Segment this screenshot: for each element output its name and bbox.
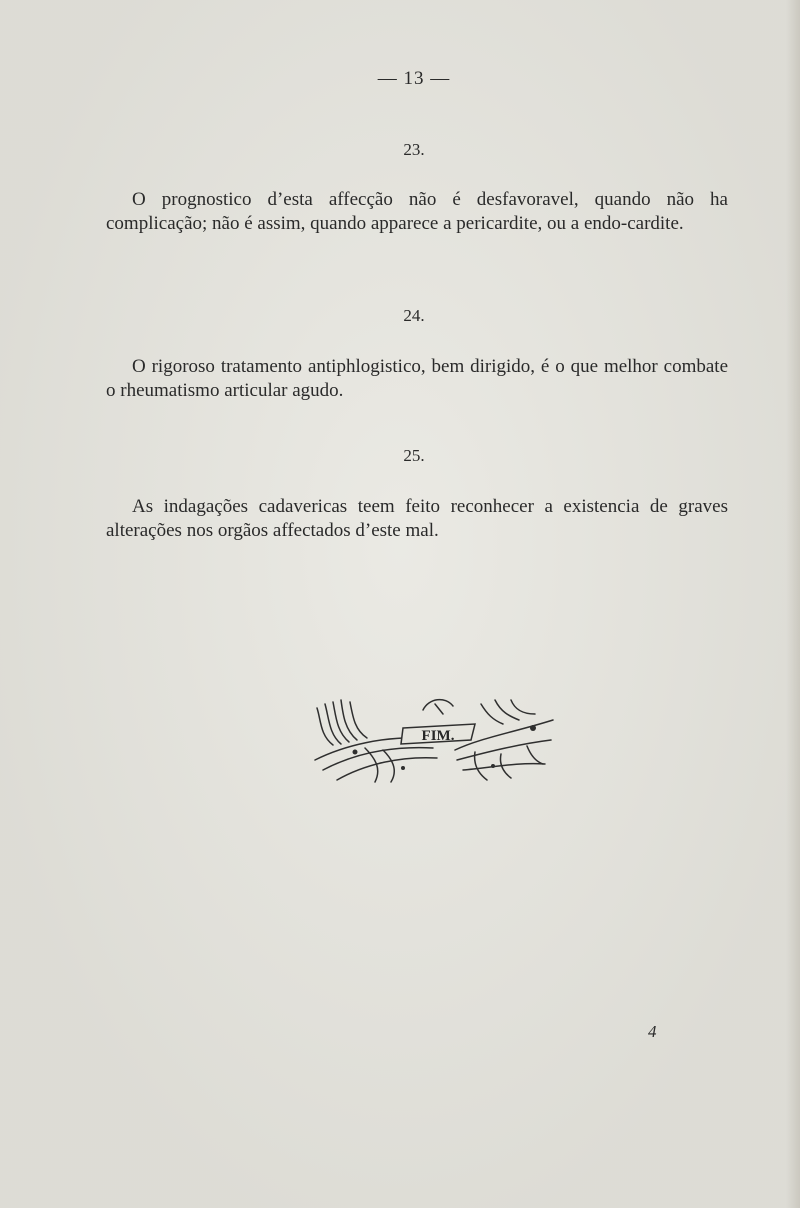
section-text-25: As indagações cadavericas teem feito reconhecer a existencia de graves alterações nos orgãos affectados d’este mal. bbox=[106, 496, 728, 541]
page-number: — 13 — bbox=[377, 68, 451, 89]
section-paragraph-24 bbox=[106, 355, 728, 403]
section-text-23: O prognostico d’esta affecção não é desfavoravel, quando não ha complicação; não é assim, quando apparece a pericardite, ou a endo-cardite. bbox=[106, 189, 728, 234]
section-number-23: 23. bbox=[403, 140, 425, 159]
fim-ornament bbox=[305, 690, 560, 785]
section-number-24: 24. bbox=[403, 306, 425, 325]
section-number-25: 25. bbox=[403, 446, 425, 465]
section-paragraph-23 bbox=[106, 188, 728, 236]
section-paragraph-25 bbox=[106, 495, 728, 543]
fim-label: FIM. bbox=[421, 728, 455, 744]
page-edge-shadow bbox=[786, 0, 800, 1208]
section-text-24: O rigoroso tratamento antiphlogistico, bem dirigido, é o que melhor combate o rheumatismo articular agudo. bbox=[106, 356, 728, 401]
signature-mark: 4 bbox=[648, 1022, 657, 1041]
